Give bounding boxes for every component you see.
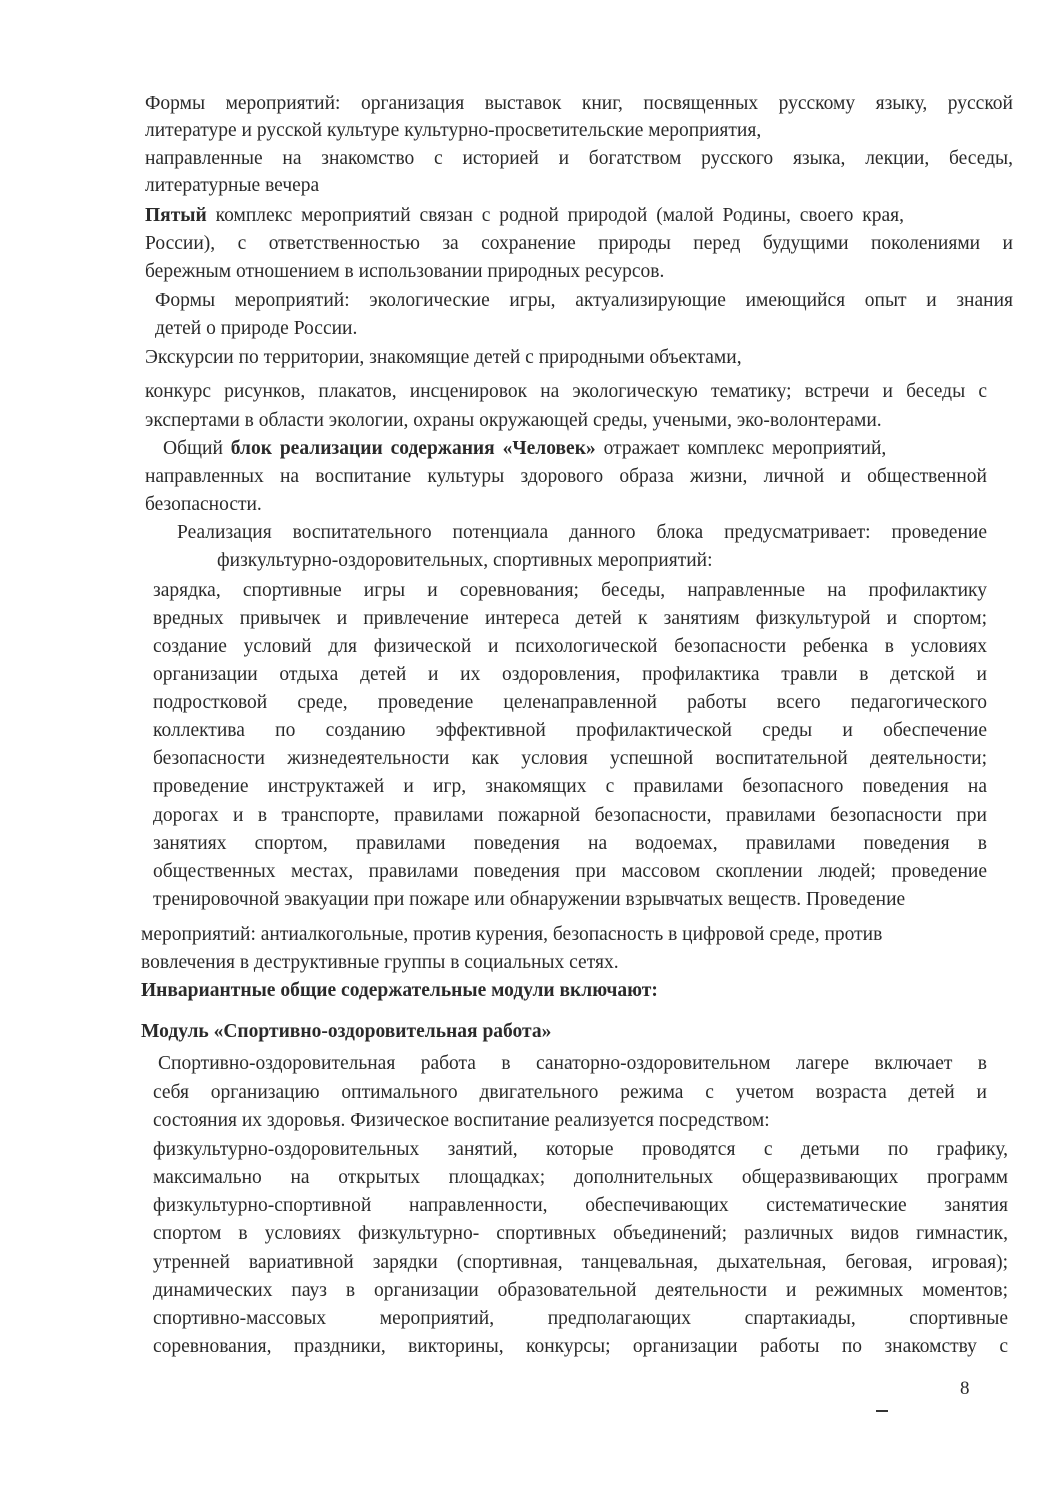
text-span: Общий (163, 438, 231, 459)
text-line: безопасности. (145, 494, 262, 515)
text-line: вовлечения в деструктивные группы в социальных сетях. (141, 952, 619, 973)
text-line: экспертами в области экологии, охраны окружающей среды, учеными, эко-волонтерами. (145, 410, 882, 431)
text-line: проведение инструктажей и игр, знакомящих с правилами безопасного поведения на (153, 776, 987, 797)
text-line: физкультурно-оздоровительных занятий, которые проводятся с детьми по графику, (153, 1139, 1008, 1160)
text-line: максимально на открытых площадках; дополнительных общеразвивающих программ (153, 1167, 1008, 1188)
text-line: себя организацию оптимального двигательного режима с учетом возраста детей и (153, 1082, 987, 1103)
text-line: состояния их здоровья. Физическое воспитание реализуется посредством: (153, 1110, 770, 1131)
text-line: подростковой среде, проведение целенаправленной работы всего педагогического (153, 692, 987, 713)
text-line: спортом в условиях физкультурно- спортивных объединений; различных видов гимнастик, (153, 1223, 1008, 1244)
text-line: детей о природе России. (155, 318, 358, 339)
text-line (145, 205, 904, 227)
module-heading: Модуль «Спортивно-оздоровительная работа» (141, 1021, 552, 1042)
text-span: комплекс мероприятий связан с родной природой (малой Родины, своего края, (206, 205, 904, 226)
text-line: зарядка, спортивные игры и соревнования; беседы, направленные на профилактику (153, 580, 987, 601)
text-line: вредных привычек и привлечение интереса детей к занятиям физкультурой и спортом; (153, 608, 987, 629)
text-line: организации отдыха детей и их оздоровления, профилактика травли в детской и (153, 664, 987, 685)
text-line: литературе и русской культуре культурно-просветительские мероприятия, (145, 120, 762, 141)
text-line: физкультурно-оздоровительных, спортивных мероприятий: (217, 550, 713, 571)
text-line (163, 438, 886, 460)
text-line: литературные вечера (145, 175, 320, 196)
text-line: безопасности жизнедеятельности как условия успешной воспитательной деятельности; (153, 748, 987, 769)
scan-mark (876, 1410, 888, 1412)
text-line: Формы мероприятий: организация выставок книг, посвященных русскому языку, русской (145, 93, 1013, 114)
bold-term: Пятый (145, 205, 207, 226)
text-line: тренировочной эвакуации при пожаре или обнаружении взрывчатых веществ. Проведение (153, 889, 906, 910)
text-line: направленных на воспитание культуры здорового образа жизни, личной и общественной (145, 466, 987, 487)
section-heading: Инвариантные общие содержательные модули включают: (141, 980, 658, 1001)
bold-term: блок реализации содержания «Человек» (230, 438, 596, 459)
text-line: Формы мероприятий: экологические игры, актуализирующие имеющийся опыт и знания (155, 290, 1013, 311)
text-line: коллектива по созданию эффективной профилактической среды и обеспечение (153, 720, 987, 741)
text-line: утренней вариативной зарядки (спортивная, танцевальная, дыхательная, беговая, игровая); (153, 1252, 1008, 1273)
text-line: направленные на знакомство с историей и богатством русского языка, лекции, беседы, (145, 148, 1013, 169)
text-line: мероприятий: антиалкогольные, против курения, безопасность в цифровой среде, против (141, 924, 883, 945)
text-line: Экскурсии по территории, знакомящие детей с природными объектами, (145, 347, 742, 368)
text-line: создание условий для физической и психологической безопасности ребенка в условиях (153, 636, 987, 657)
text-span: отражает комплекс мероприятий, (595, 438, 887, 459)
text-line: дорогах и в транспорте, правилами пожарной безопасности, правилами безопасности при (153, 805, 987, 826)
text-line: конкурс рисунков, плакатов, инсценировок на экологическую тематику; встречи и беседы с (145, 381, 987, 402)
text-line: Спортивно-оздоровительная работа в санаторно-оздоровительном лагере включает в (158, 1053, 987, 1074)
text-line: соревнования, праздники, викторины, конкурсы; организации работы по знакомству с (153, 1336, 1008, 1357)
text-line: занятиях спортом, правилами поведения на водоемах, правилами поведения в (153, 833, 987, 854)
text-line: спортивно-массовых мероприятий, предполагающих спартакиады, спортивные (153, 1308, 1008, 1329)
text-line: Реализация воспитательного потенциала данного блока предусматривает: проведение (177, 522, 987, 543)
text-line: бережным отношением в использовании природных ресурсов. (145, 261, 665, 282)
text-line: общественных местах, правилами поведения при массовом скоплении людей; проведение (153, 861, 987, 882)
page-number: 8 (960, 1378, 970, 1399)
text-line: динамических пауз в организации образовательной деятельности и режимных моментов; (153, 1280, 1008, 1301)
text-line: России), с ответственностью за сохранение природы перед будущими поколениями и (145, 233, 1013, 254)
text-line: физкультурно-спортивной направленности, обеспечивающих систематические занятия (153, 1195, 1008, 1216)
